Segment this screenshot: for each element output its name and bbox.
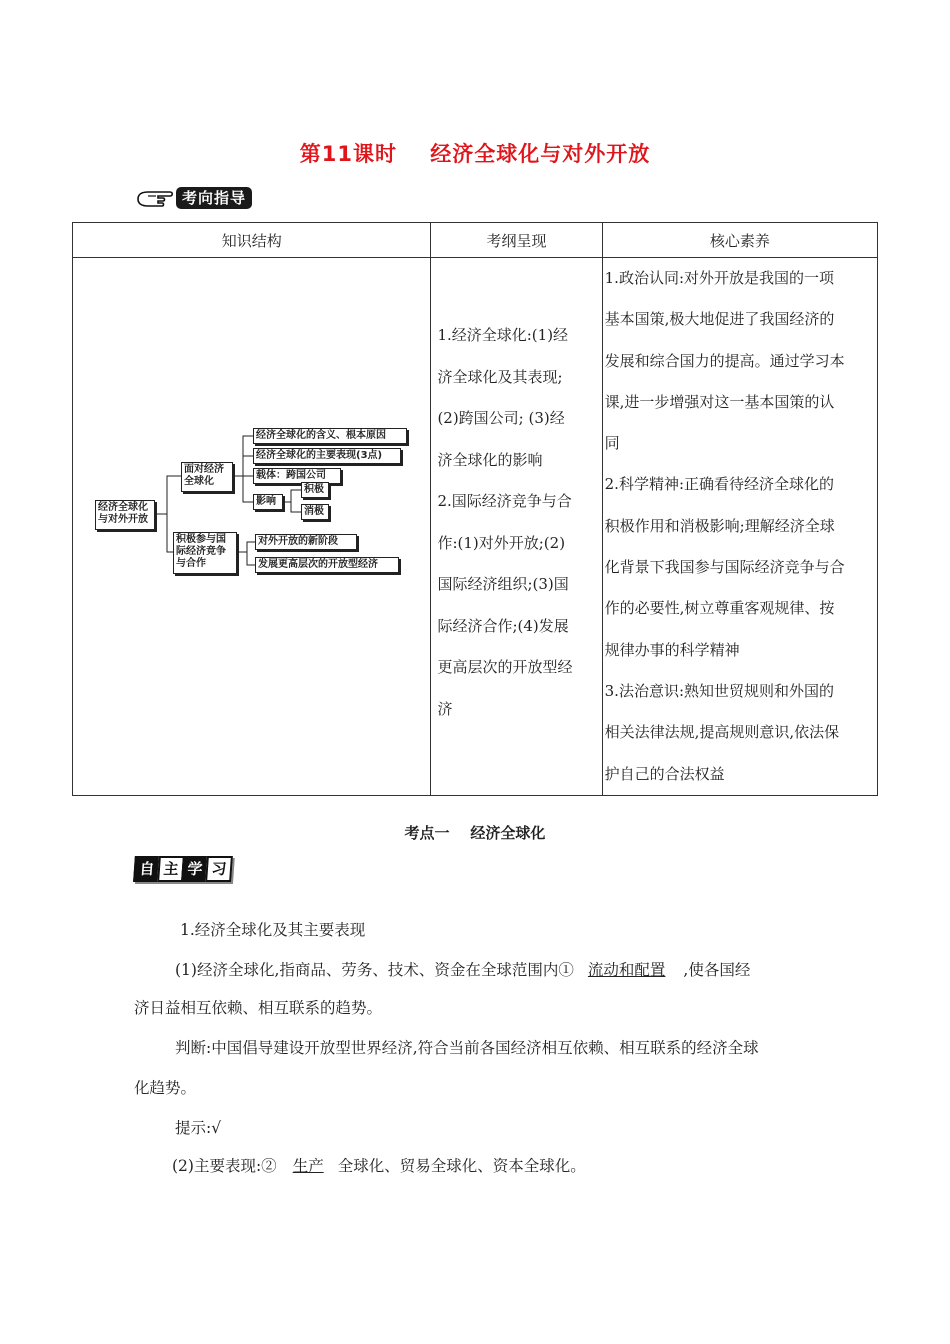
- mindmap-influence-positive: 积极: [301, 482, 329, 498]
- literacy-line: 作的必要性,树立尊重客观规律、按: [604, 599, 835, 618]
- outline-line: 际经济合作;(4)发展: [437, 616, 569, 635]
- literacy-line: 3.法治意识:熟知世贸规则和外国的: [604, 681, 835, 700]
- mindmap-influence-negative: 消极: [301, 504, 329, 520]
- definition-line-2: 济日益相互依赖、相互联系的趋势。: [134, 999, 383, 1017]
- outline-line: 作:(1)对外开放;(2): [437, 533, 566, 552]
- guide-badge-row: [136, 186, 252, 210]
- hint-line: 提示:√: [175, 1119, 222, 1137]
- answer-blank-2: 生产: [292, 1157, 324, 1175]
- header-literacy: 核心素养: [602, 223, 877, 258]
- literacy-cell: [603, 258, 877, 795]
- self-study-char: 习: [205, 856, 233, 882]
- literacy-line: 基本国策,极大地促进了我国经济的: [604, 310, 835, 329]
- definition-text: (1)经济全球化,指商品、劳务、技术、资金在全球范围内①: [175, 961, 574, 979]
- answer-blank-1: 流动和配置: [587, 961, 666, 979]
- outline-cell: [431, 258, 601, 730]
- outline-line: 2.国际经济竞争与合: [437, 492, 572, 510]
- mindmap-item-open-economy: 发展更高层次的开放型经济: [255, 557, 399, 573]
- outline-line: (2)跨国公司; (3)经: [437, 409, 565, 427]
- manifestations-text: (2)主要表现:②: [172, 1157, 277, 1175]
- overview-table: [72, 222, 878, 796]
- self-study-char: 学: [181, 856, 209, 882]
- outline-line: 济全球化及其表现;: [437, 367, 563, 386]
- literacy-line: 1.政治认同:对外开放是我国的一项: [604, 269, 835, 287]
- guide-badge: 考向指导: [176, 187, 252, 209]
- section-title: 考点一 经济全球化: [404, 824, 546, 842]
- mindmap-item-carrier: 载体：跨国公司: [253, 468, 341, 484]
- outline-line: 1.经济全球化:(1)经: [437, 326, 569, 344]
- literacy-line: 课,进一步增强对这一基本国策的认: [604, 392, 835, 411]
- literacy-line: 发展和综合国力的提高。通过学习本: [604, 351, 845, 370]
- literacy-line: 规律办事的科学精神: [604, 640, 740, 659]
- judgement-line-1: 判断:中国倡导建设开放型世界经济,符合当前各国经济相互依赖、相互联系的经济全球: [175, 1039, 759, 1057]
- mindmap-item-influence: 影响: [253, 494, 283, 510]
- literacy-line: 护自己的合法权益: [604, 764, 725, 783]
- outline-line: 国际经济组织;(3)国: [437, 575, 569, 593]
- definition-text-end: ,使各国经: [683, 961, 751, 979]
- literacy-line: 相关法律法规,提高规则意识,依法保: [604, 723, 840, 742]
- literacy-line: 化背景下我国参与国际经济竞争与合: [604, 558, 845, 577]
- heading-globalization: 1.经济全球化及其主要表现: [180, 921, 366, 939]
- mindmap-branch-cooperation: 积极参与国际经济竞争与合作: [173, 532, 237, 574]
- self-study-badge: [134, 856, 230, 882]
- header-outline: 考纲呈现: [431, 223, 602, 258]
- header-knowledge: 知识结构: [73, 223, 431, 258]
- literacy-line: 2.科学精神:正确看待经济全球化的: [604, 475, 835, 494]
- self-study-char: 自: [133, 856, 161, 882]
- pointing-hand-icon: [136, 187, 174, 209]
- knowledge-mindmap: [93, 424, 425, 596]
- mindmap-item-manifestations: 经济全球化的主要表现(3点): [253, 448, 401, 464]
- manifestations-line: [172, 1154, 950, 1176]
- definition-line-1: [175, 958, 950, 980]
- mindmap-item-meaning: 经济全球化的含义、根本原因: [253, 428, 407, 444]
- mindmap-branch-globalization: 面对经济全球化: [181, 462, 233, 492]
- judgement-line-2: 化趋势。: [134, 1079, 197, 1097]
- page-title: 第11课时 经济全球化与对外开放: [299, 142, 651, 166]
- self-study-char: 主: [157, 856, 185, 882]
- manifestations-text-end: 全球化、贸易全球化、资本全球化。: [337, 1157, 586, 1175]
- mindmap-root: 经济全球化与对外开放: [95, 500, 155, 530]
- outline-line: 济: [437, 699, 453, 718]
- outline-line: 济全球化的影响: [437, 450, 543, 469]
- literacy-line: 同: [604, 434, 620, 453]
- mindmap-item-new-stage: 对外开放的新阶段: [255, 534, 357, 550]
- knowledge-structure-cell: [73, 258, 430, 782]
- outline-line: 更高层次的开放型经: [437, 658, 573, 676]
- literacy-line: 积极作用和消极影响;理解经济全球: [604, 516, 835, 535]
